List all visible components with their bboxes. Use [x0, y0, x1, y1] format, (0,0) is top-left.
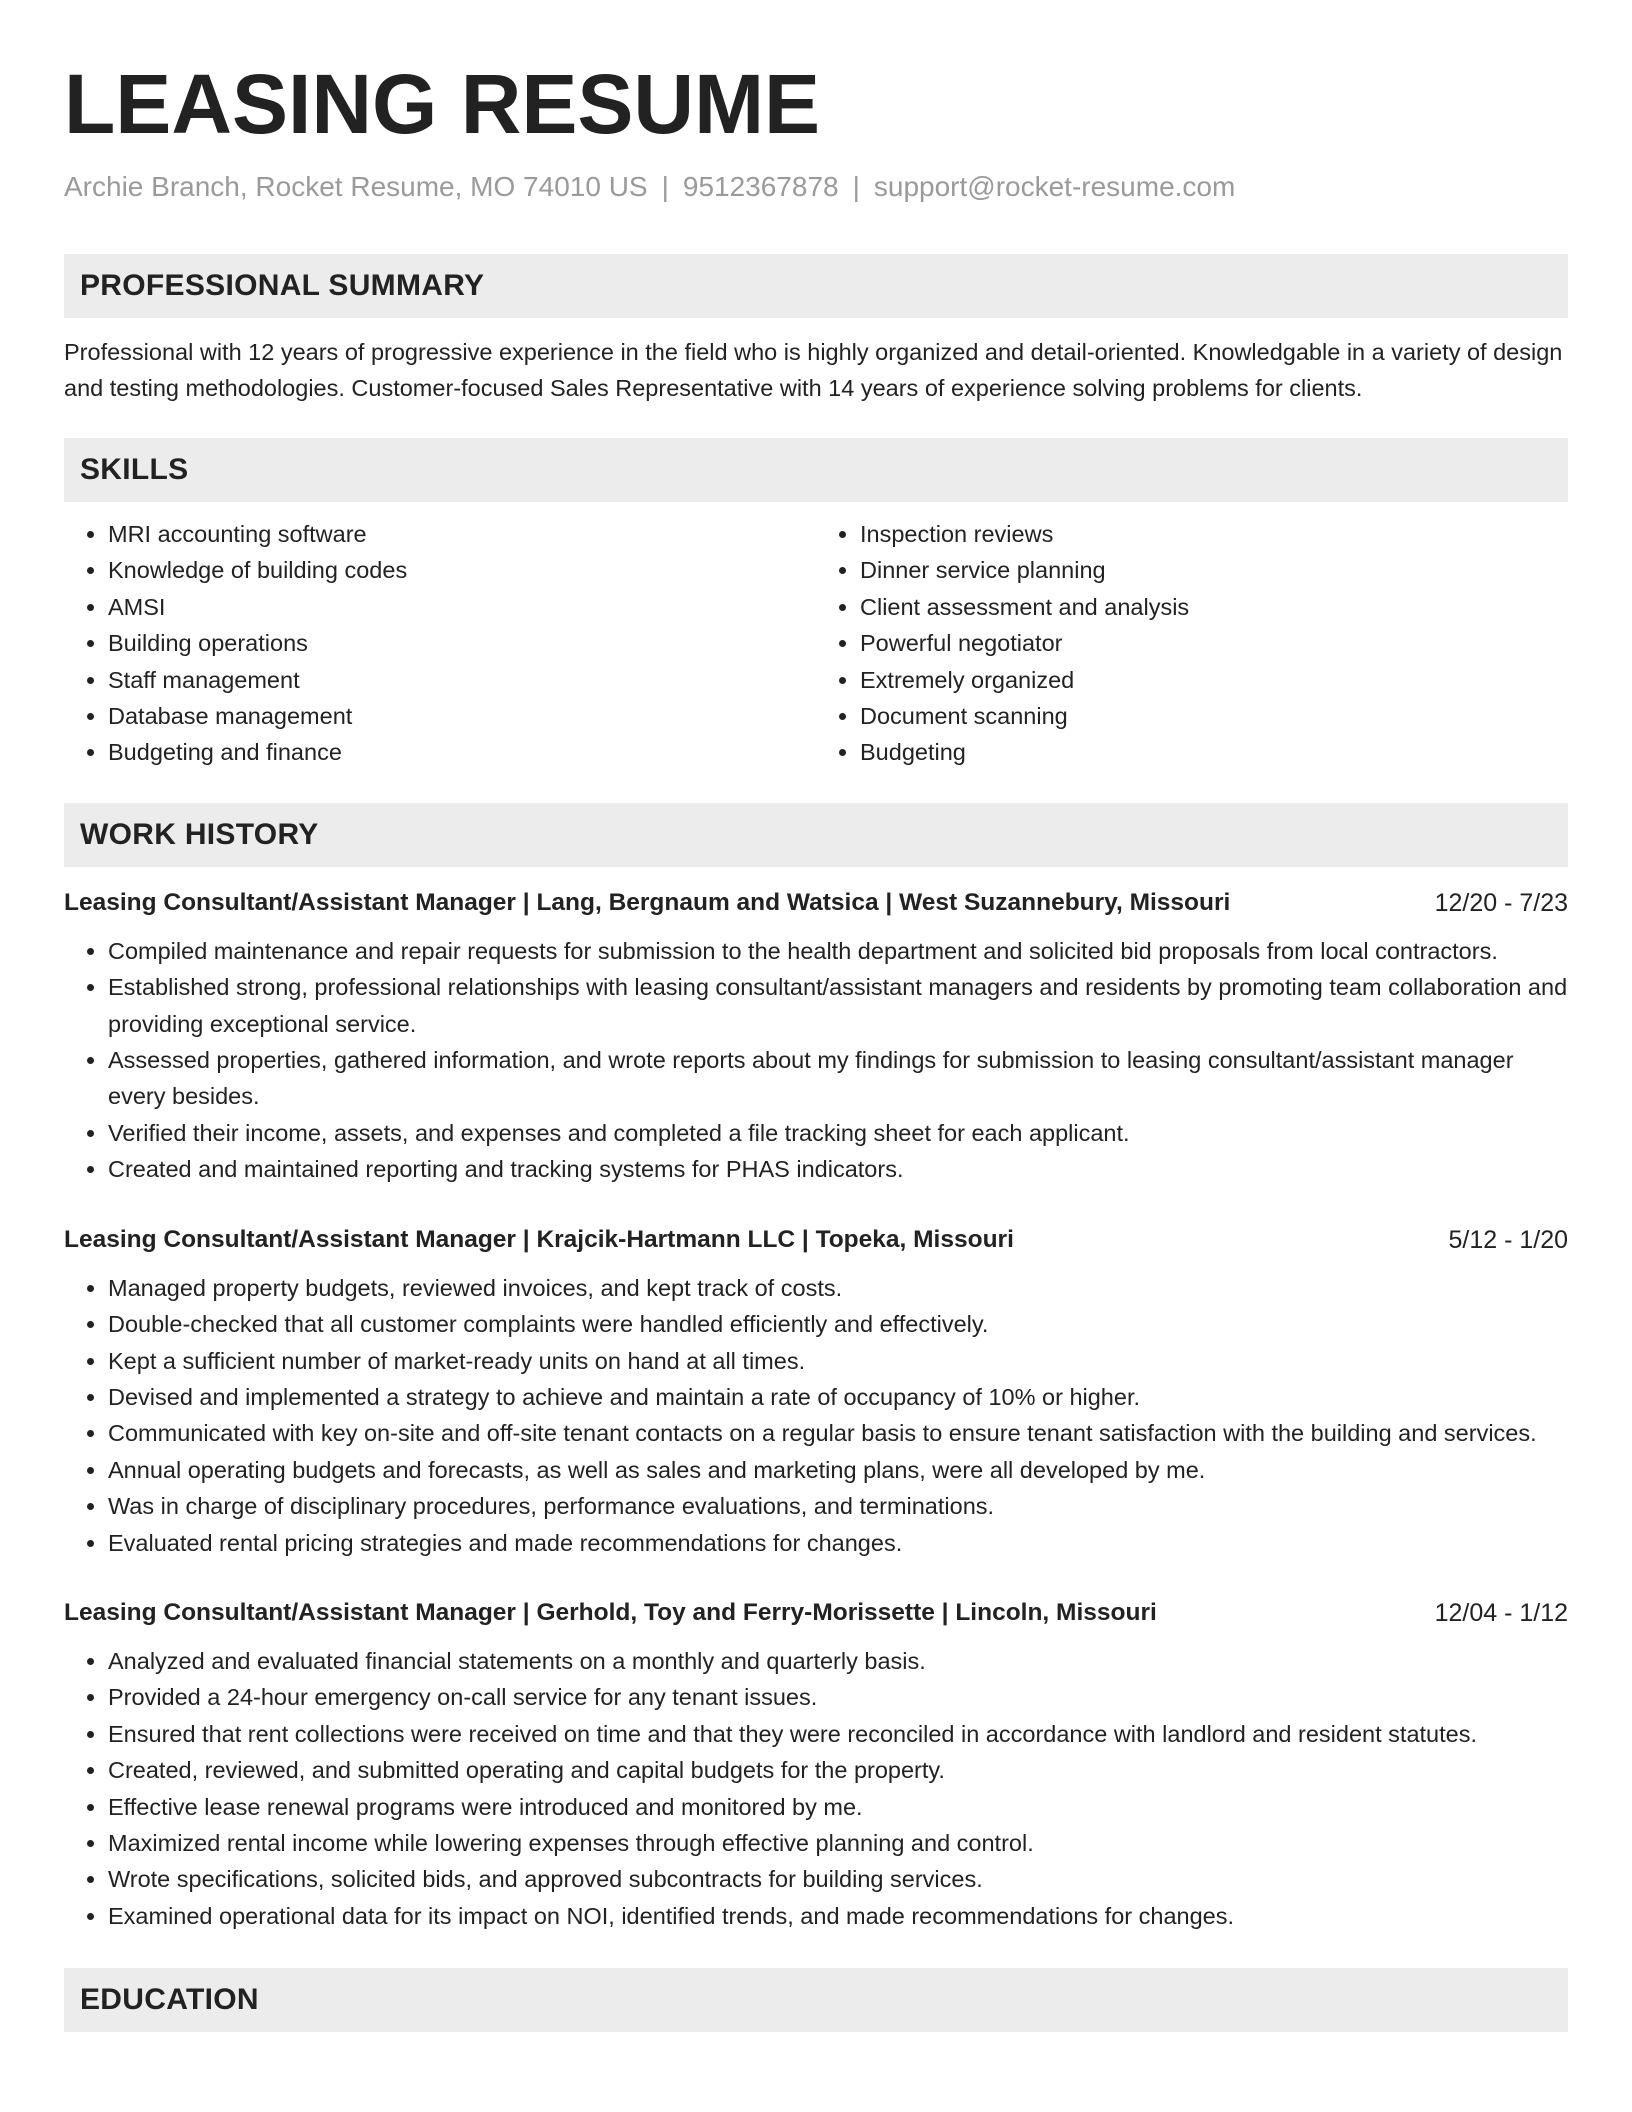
skill-item: • Database management — [108, 698, 816, 734]
job-title: Leasing Consultant/Assistant Manager | Lang, Bergnaum and Watsica | West Suzannebury, Missouri — [64, 888, 1231, 916]
job-header — [64, 1597, 1568, 1629]
job-bullet: • Established strong, professional relationships with leasing consultant/assistant managers and residents by promoting team collaboration and providing exceptional service. — [108, 969, 1568, 1042]
section-header-skills: SKILLS — [64, 438, 1568, 502]
job-bullet: • Evaluated rental pricing strategies and made recommendations for changes. — [108, 1525, 1568, 1561]
contact-separator: | — [852, 171, 860, 202]
skill-item: • Budgeting and finance — [108, 734, 816, 770]
job-bullets — [64, 933, 1568, 1188]
job-bullets — [64, 1270, 1568, 1561]
skill-item: • Inspection reviews — [860, 516, 1568, 552]
skill-item: • Extremely organized — [860, 662, 1568, 698]
skill-item: • AMSI — [108, 589, 816, 625]
job-bullet: • Verified their income, assets, and expenses and completed a file tracking sheet for each applicant. — [108, 1115, 1568, 1151]
job-bullet: • Was in charge of disciplinary procedures, performance evaluations, and terminations. — [108, 1488, 1568, 1524]
job-bullet: • Ensured that rent collections were received on time and that they were reconciled in accordance with landlord and resident statutes. — [108, 1716, 1568, 1752]
skill-item: • Building operations — [108, 625, 816, 661]
job-title: Leasing Consultant/Assistant Manager | Gerhold, Toy and Ferry-Morissette | Lincoln, Missouri — [64, 1598, 1157, 1626]
job-entry — [64, 887, 1568, 1188]
job-entry — [64, 1597, 1568, 1934]
job-bullet: • Double-checked that all customer complaints were handled efficiently and effectively. — [108, 1306, 1568, 1342]
job-bullets — [64, 1643, 1568, 1934]
resume-title: LEASING RESUME — [64, 57, 821, 151]
contact-phone: 9512367878 — [682, 171, 839, 202]
contact-address: Archie Branch, Rocket Resume, MO 74010 US — [64, 171, 648, 202]
job-bullet: • Created, reviewed, and submitted operating and capital budgets for the property. — [108, 1752, 1568, 1788]
skill-item: • MRI accounting software — [108, 516, 816, 552]
job-entry — [64, 1224, 1568, 1561]
job-bullet: • Maximized rental income while lowering expenses through effective planning and control. — [108, 1825, 1568, 1861]
section-header-work-history: WORK HISTORY — [64, 803, 1568, 867]
job-bullet: • Compiled maintenance and repair requests for submission to the health department and solicited bid proposals from local contractors. — [108, 933, 1568, 969]
job-bullet: • Effective lease renewal programs were introduced and monitored by me. — [108, 1789, 1568, 1825]
skill-item: • Dinner service planning — [860, 552, 1568, 588]
job-bullet: • Annual operating budgets and forecasts, as well as sales and marketing plans, were all developed by me. — [108, 1452, 1568, 1488]
job-title: Leasing Consultant/Assistant Manager | Krajcik-Hartmann LLC | Topeka, Missouri — [64, 1225, 1014, 1253]
skills-column-right — [816, 516, 1568, 771]
job-bullet: • Managed property budgets, reviewed invoices, and kept track of costs. — [108, 1270, 1568, 1306]
job-header — [64, 1224, 1568, 1256]
contact-email: support@rocket-resume.com — [873, 171, 1236, 202]
contact-separator: | — [661, 171, 669, 202]
section-header-education: EDUCATION — [64, 1968, 1568, 2032]
contact-line — [64, 170, 1568, 204]
skills-list — [64, 516, 1568, 771]
job-bullet: • Assessed properties, gathered information, and wrote reports about my findings for submission to leasing consultant/assistant manager every besides. — [108, 1042, 1568, 1115]
skill-item: • Document scanning — [860, 698, 1568, 734]
skill-item: • Staff management — [108, 662, 816, 698]
skill-item: • Powerful negotiator — [860, 625, 1568, 661]
job-bullet: • Devised and implemented a strategy to achieve and maintain a rate of occupancy of 10% or higher. — [108, 1379, 1568, 1415]
job-bullet: • Analyzed and evaluated financial statements on a monthly and quarterly basis. — [108, 1643, 1568, 1679]
summary-text: Professional with 12 years of progressive experience in the field who is highly organized and detail-oriented. Knowledgable in a variety of design and testing methodologies. Customer-focused Sales Representative with 14 years of experience solving problems for clients. — [64, 339, 1563, 401]
job-bullet: • Wrote specifications, solicited bids, and approved subcontracts for building services. — [108, 1861, 1568, 1897]
skill-item: • Knowledge of building codes — [108, 552, 816, 588]
skills-column-left — [64, 516, 816, 771]
job-bullet: • Provided a 24-hour emergency on-call service for any tenant issues. — [108, 1679, 1568, 1715]
section-header-summary: PROFESSIONAL SUMMARY — [64, 254, 1568, 318]
job-bullet: • Examined operational data for its impact on NOI, identified trends, and made recommendations for changes. — [108, 1898, 1568, 1934]
job-header — [64, 887, 1568, 919]
job-bullet: • Kept a sufficient number of market-ready units on hand at all times. — [108, 1343, 1568, 1379]
job-dates: 12/20 - 7/23 — [1434, 888, 1568, 917]
job-dates: 5/12 - 1/20 — [1448, 1225, 1568, 1254]
job-bullet: • Communicated with key on-site and off-site tenant contacts on a regular basis to ensure tenant satisfaction with the building and services. — [108, 1415, 1568, 1451]
job-dates: 12/04 - 1/12 — [1434, 1598, 1568, 1627]
skill-item: • Budgeting — [860, 734, 1568, 770]
job-bullet: • Created and maintained reporting and tracking systems for PHAS indicators. — [108, 1151, 1568, 1187]
skill-item: • Client assessment and analysis — [860, 589, 1568, 625]
